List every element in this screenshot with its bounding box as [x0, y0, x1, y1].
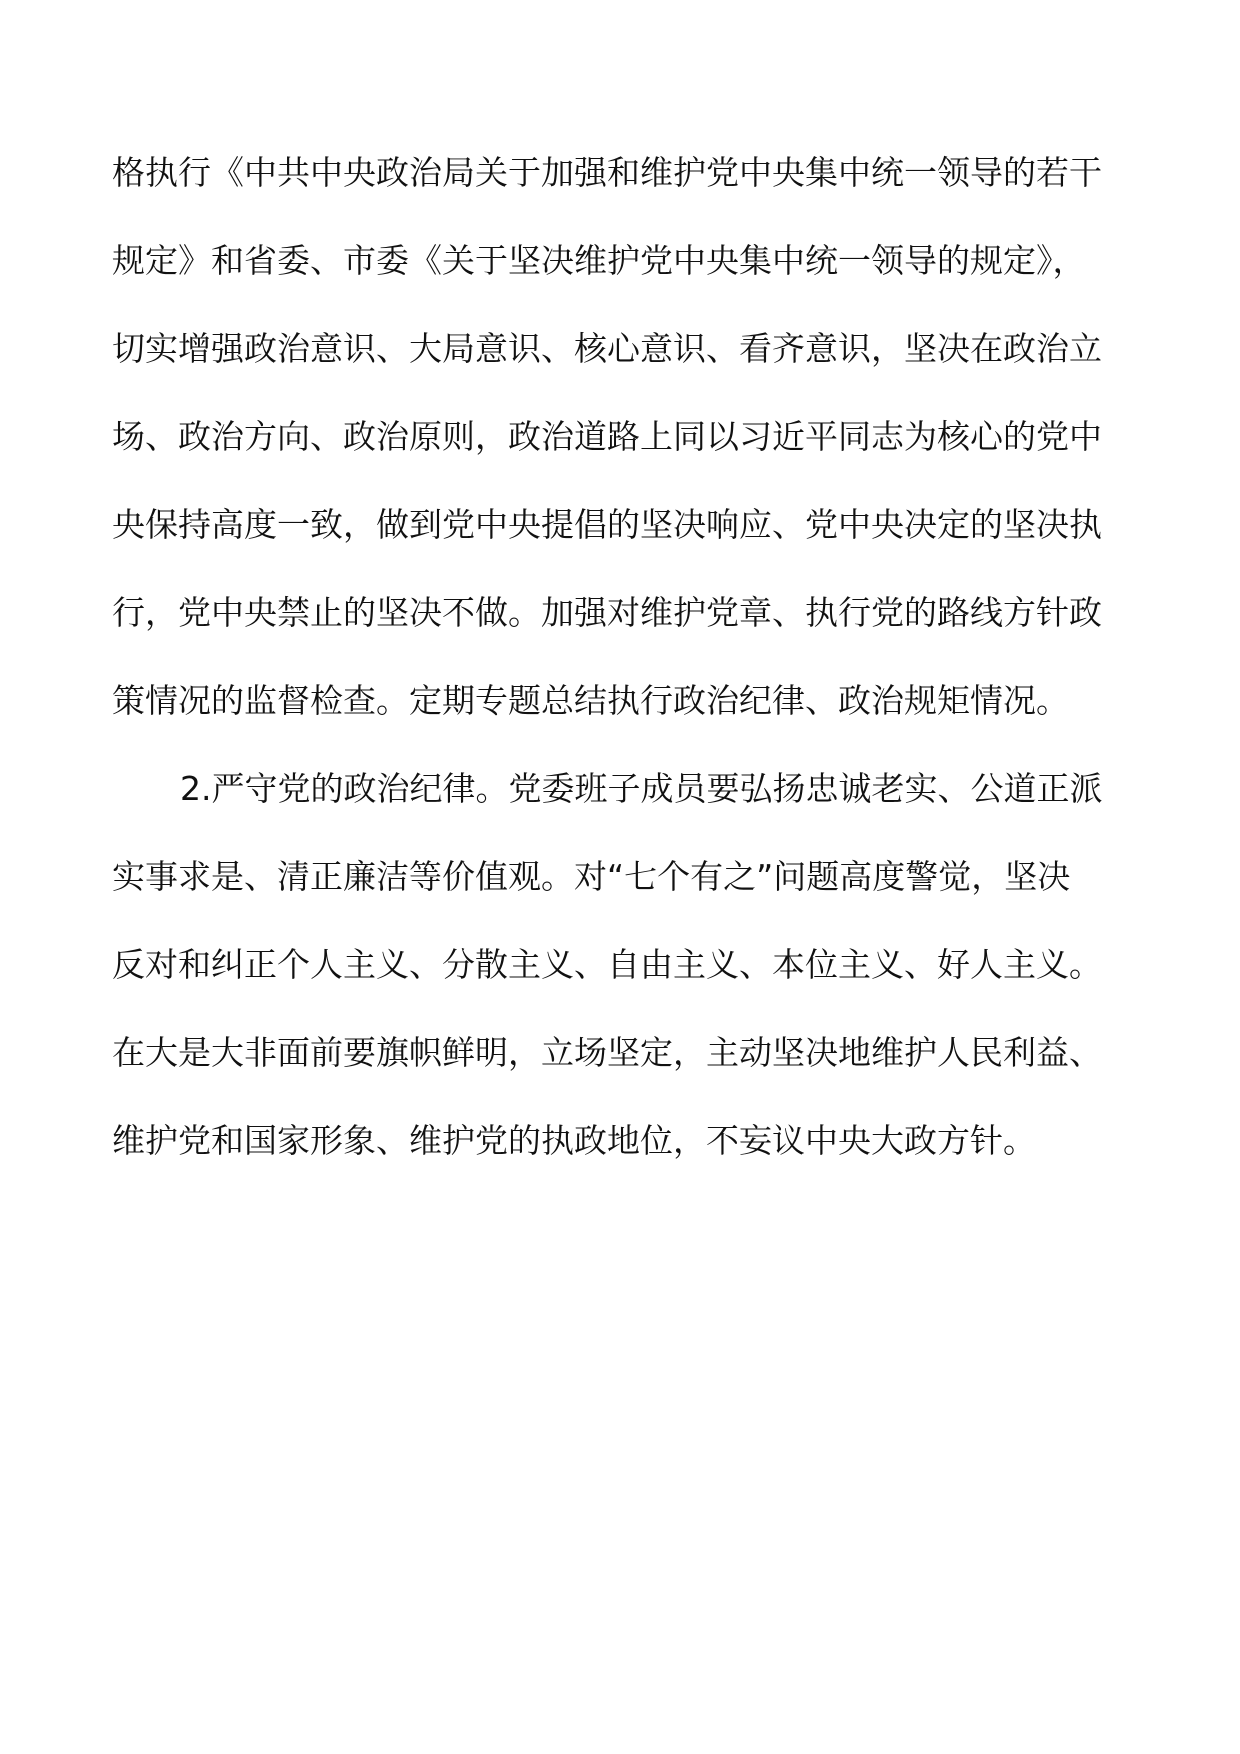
text-line-12: 维护党和国家形象、维护党的执政地位，不妄议中央大政方针。 [112, 1121, 1036, 1160]
text-line-3: 切实增强政治意识、大局意识、核心意识、看齐意识，坚决在政治立 [112, 329, 1102, 368]
text-line-11: 在大是大非面前要旗帜鲜明，立场坚定，主动坚决地维护人民利益、 [112, 1033, 1102, 1072]
text-line-4: 场、政治方向、政治原则，政治道路上同以习近平同志为核心的党中 [112, 417, 1102, 456]
text-line-1: 格执行《中共中央政治局关于加强和维护党中央集中统一领导的若干 [112, 153, 1102, 192]
text-line-6: 行，党中央禁止的坚决不做。加强对维护党章、执行党的路线方针政 [112, 593, 1102, 632]
text-line-10: 反对和纠正个人主义、分散主义、自由主义、本位主义、好人主义。 [112, 945, 1102, 984]
text-line-5: 央保持高度一致，做到党中央提倡的坚决响应、党中央决定的坚决执 [112, 505, 1102, 544]
text-line-7: 策情况的监督检查。定期专题总结执行政治纪律、政治规矩情况。 [112, 681, 1069, 720]
text-line-2: 规定》和省委、市委《关于坚决维护党中央集中统一领导的规定》， [112, 241, 1086, 280]
text-line-9: 实事求是、清正廉洁等价值观。对“七个有之”问题高度警觉，坚决 [112, 857, 1071, 896]
text-line-8: 2.严守党的政治纪律。党委班子成员要弘扬忠诚老实、公道正派 [180, 769, 1103, 808]
